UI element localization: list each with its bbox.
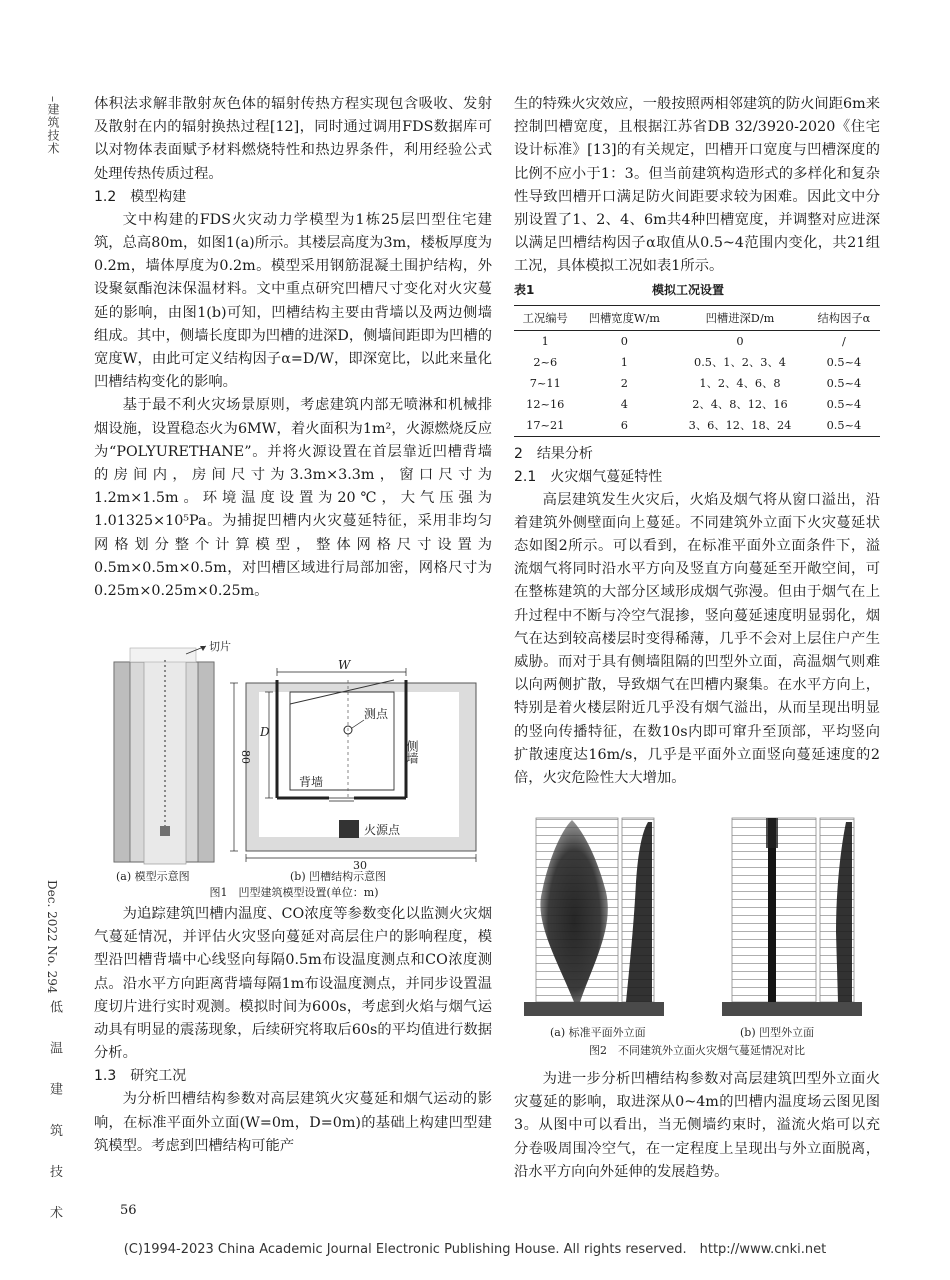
smoke-flat-facade-image: [524, 818, 624, 1016]
label-backwall: 背墙: [299, 775, 324, 789]
margin-issue: Dec. 2022 No. 294: [45, 880, 59, 994]
table-cell: 1: [541, 334, 549, 348]
table-header: 工况编号: [514, 305, 577, 330]
table-cell: /: [841, 334, 846, 348]
table-1-title-row: [514, 281, 880, 299]
left-column-lower: [94, 903, 492, 1158]
table-row: [514, 330, 880, 352]
table-cell: 17~21: [514, 415, 577, 437]
label-80: 80: [239, 750, 252, 764]
label-W: W: [338, 658, 351, 672]
paragraph-model-1: 文中构建的FDS火灾动力学模型为1栋25层凹型住宅建筑，总高80m，如图1(a)所示。其楼层高度为3m，楼板厚度为0.2m，墙体厚度为0.2m。模型采用钢筋混凝土围护结构，外设聚氨酯泡沫保温材料。文中重点研究凹槽尺寸变化对火灾蔓延的影响，由图1(b)可知，凹槽结构主要由背墙以及两边侧墙组成。其中，侧墙长度即为凹槽的进深D，侧墙间距即为凹槽的宽度W，由此可定义结构因子α=D/W，即深宽比，以此来量化凹槽结构变化的影响。: [94, 211, 492, 391]
table-cell: 4: [620, 397, 628, 411]
table-cell: 0.5~4: [826, 355, 862, 369]
table-header: 结构因子α: [808, 305, 880, 330]
table-row: [514, 415, 880, 437]
table-cell: 12~16: [526, 397, 565, 411]
figure-2a-label: (a) 标准平面外立面: [550, 1026, 646, 1039]
table-row: [514, 373, 880, 394]
table-cell: 3、6、12、18、24: [672, 415, 808, 437]
table-cell: 1、2、4、6、8: [699, 377, 781, 391]
table-cell: 0.5~4: [826, 397, 862, 411]
figure-2b-label: (b) 凹型外立面: [740, 1026, 815, 1039]
figure-1-caption: 图1 凹型建筑模型设置(单位：m): [209, 886, 379, 899]
table-cell: 2、4、8、12、16: [692, 398, 788, 412]
paragraph-smoke-1: 高层建筑发生火灾后，火焰及烟气将从窗口溢出，沿着建筑外侧壁面向上蔓延。不同建筑外立面下火灾蔓延状态如图2所示。可以看到，在标准平面外立面条件下，溢流烟气将同时沿水平方向及竖直方向蔓延至开敞空间，可在整栋建筑的大部分区域形成烟气弥漫。但由于烟气在上升过程中不断与冷空气混掺，竖向蔓延速度明显弱化，烟气在达到较高楼层时变得稀薄，几乎不会对上层住户产生威胁。而对于具有侧墙阻隔的凹型外立面，高温烟气则难以向两侧扩散，导致烟气在凹槽内聚集。在水平方向上，特别是着火楼层附近几乎没有烟气溢出，从而呈现出明显的竖向传播特征，在数10s内即可窜升至顶部，平均竖向扩散速度达16m/s，几乎是平面外立面竖向蔓延速度的2倍，火灾危险性大大增加。: [514, 491, 880, 787]
figure-2: [514, 812, 880, 1064]
left-column: [94, 93, 492, 603]
margin-journal-name: 低 温 建 筑 技 术: [47, 1000, 62, 1231]
figure-1: [94, 640, 494, 898]
table-1: [514, 305, 880, 437]
label-fire-source: 火源点: [364, 823, 401, 837]
figure-2-graphic: [514, 812, 880, 1022]
table-cell: 1: [620, 355, 628, 369]
table-header-row: [514, 305, 880, 330]
table-cell: 7~11: [529, 376, 561, 390]
table-cell: 0.5~4: [826, 376, 862, 390]
smoke-concave-facade-side-image: [816, 818, 862, 1016]
figure-1-graphic: [94, 640, 494, 870]
page-number: 56: [120, 1203, 137, 1218]
copyright-footer: (C)1994-2023 China Academic Journal Electronic Publishing House. All rights reserved. http://www.cnki.net: [123, 1242, 827, 1257]
paragraph-model-3: 为追踪建筑凹槽内温度、CO浓度等参数变化以监测火灾烟气蔓延情况，并评估火灾竖向蔓延对高层住户的影响程度，模型沿凹槽背墙中心线竖向每隔0.5m布设温度测点和CO浓度测点。沿水平方向距离背墙每隔1m布设温度测点，并同步设置温度切片进行实时观测。模拟时间为600s，考虑到火焰与烟气运动具有明显的震荡现象，后续研究将取后60s的平均值进行数据分析。: [94, 906, 492, 1062]
margin-section-label: –建筑技术: [46, 96, 60, 155]
table-1-title: 模拟工况设置: [652, 282, 725, 297]
label-30: 30: [353, 859, 367, 870]
smoke-concave-facade-image: [722, 818, 824, 1016]
label-sidewall: 侧墙: [405, 740, 419, 764]
smoke-flat-facade-side-image: [618, 818, 664, 1016]
label-point: 测点: [364, 707, 389, 721]
table-cell: 0.5~4: [808, 415, 880, 437]
paragraph-cases-cont: 生的特殊火灾效应，一般按照两相邻建筑的防火间距6m来控制凹槽宽度，且根据江苏省DB 32/3920-2020《住宅设计标准》[13]的有关规定，凹槽开口宽度与凹槽深度的比例不应小于1：3。但当前建筑构造形式的多样化和复杂性导致凹槽开口满足防火间距要求较为困难。因此文中分别设置了1、2、4、6m共4种凹槽宽度，并调整对应进深以满足凹槽结构因子α取值从0.5~4范围内变化，共21组工况，具体模拟工况如表1所示。: [514, 96, 880, 275]
table-cell: 0: [620, 334, 628, 348]
table-cell: 6: [577, 415, 673, 437]
section-heading-2-1: 2.1 火灾烟气蔓延特性: [514, 468, 663, 485]
figure-2-caption: 图2 不同建筑外立面火灾烟气蔓延情况对比: [589, 1044, 805, 1057]
paragraph-smoke-2: 为进一步分析凹槽结构参数对高层建筑凹型外立面火灾蔓延的影响，取进深从0~4m的凹槽内温度场云图见图3。从图中可以看出，当无侧墙约束时，溢流火焰可以充分卷吸周围冷空气，在一定程度上呈现出与外立面脱离，沿水平方向向外延伸的发展趋势。: [514, 1071, 880, 1180]
label-D: D: [260, 725, 270, 739]
table-row: [514, 352, 880, 373]
table-row: [514, 394, 880, 415]
figure-1a-label: (a) 模型示意图: [116, 870, 190, 883]
right-column-lower: [514, 1068, 880, 1184]
groove-structure-drawing: [230, 668, 476, 862]
paragraph-cases-1: 为分析凹槽结构参数对高层建筑火灾蔓延和烟气运动的影响，在标准平面外立面(W=0m，D=0m)的基础上构建凹型建筑模型。考虑到凹槽结构可能产: [94, 1091, 492, 1154]
table-header: 凹槽宽度W/m: [577, 305, 673, 330]
table-1-label: 表1: [514, 282, 535, 297]
section-heading-1-3: 1.3 研究工况: [94, 1068, 187, 1085]
fire-source-marker-a: [160, 826, 170, 836]
table-cell: 0.5、1、2、3、4: [694, 356, 786, 370]
paragraph-model-2: 基于最不利火灾场景原则，考虑建筑内部无喷淋和机械排烟设施，设置稳态火为6MW，着火面积为1m²，火源燃烧反应为“POLYURETHANE”。并将火源设置在首层靠近凹槽背墙的房间内，房间尺寸为3.3m×3.3m，窗口尺寸为1.2m×1.5m。环境温度设置为20℃，大气压强为1.01325×10⁵Pa。为捕捉凹槽内火灾蔓延特征，采用非均匀网格划分整个计算模型，整体网格尺寸设置为0.5m×0.5m×0.5m，对凹槽区域进行局部加密，网格尺寸为0.25m×0.25m×0.25m。: [94, 397, 492, 600]
section-heading-2: 2 结果分析: [514, 445, 593, 462]
building-model-drawing: [114, 646, 214, 864]
right-column: [514, 93, 880, 790]
table-cell: 2: [620, 376, 628, 390]
figure-1b-label: (b) 凹槽结构示意图: [290, 870, 387, 883]
label-slice: 切片: [209, 640, 231, 653]
table-cell: 0: [736, 334, 744, 348]
fire-source-marker-b: [339, 820, 359, 838]
paragraph-intro: 体积法求解非散射灰色体的辐射传热方程实现包含吸收、发射及散射在内的辐射换热过程[12]，同时通过调用FDS数据库可以对物体表面赋予材料燃烧特性和热边界条件，利用经验公式处理传热传质过程。: [94, 96, 492, 182]
table-header: 凹槽进深D/m: [672, 305, 808, 330]
table-cell: 2~6: [533, 355, 558, 369]
section-heading-1-2: 1.2 模型构建: [94, 188, 187, 205]
